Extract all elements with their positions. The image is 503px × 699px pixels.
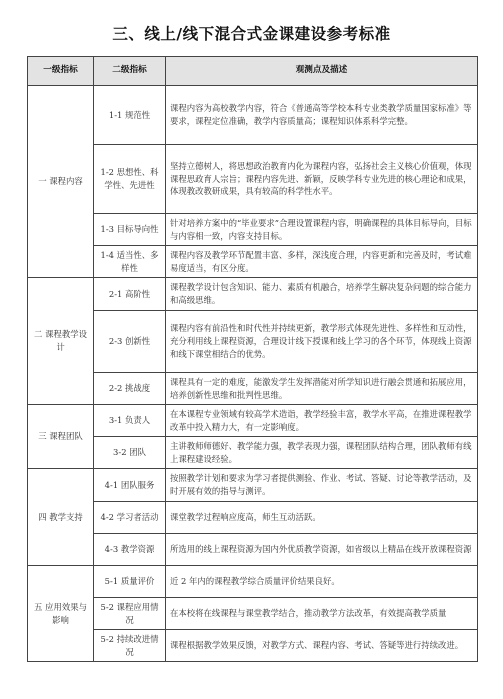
description-cell: 课程具有一定的难度，能激发学生发挥潜能对所学知识进行融会贯通和拓展应用，培养创新性思维和批判性思维。 (166, 373, 478, 405)
description-cell: 针对培养方案中的“毕业要求”合理设置课程内容，明确课程的具体目标导向，目标与内容相一致，内容支持目标。 (166, 214, 478, 246)
secondary-indicator-cell: 5-2 持续改进情况 (94, 630, 166, 662)
secondary-indicator-cell: 3-2 团队 (94, 437, 166, 469)
header-observation-description: 观测点及描述 (166, 57, 478, 86)
secondary-indicator-cell: 4-3 教学资源 (94, 534, 166, 566)
table-row (28, 311, 478, 373)
secondary-indicator-cell: 1-2 思想性、科学性、先进性 (94, 145, 166, 214)
table-row (28, 278, 478, 311)
description-cell: 课程内容有前沿性和时代性并持续更新，教学形式体现先进性、多样性和互动性，充分利用线上课程资源，合理设计线下授课和线上学习的各个环节，体现线上资源和线下课堂相结合的优势。 (166, 311, 478, 373)
secondary-indicator-cell: 3-1 负责人 (94, 405, 166, 437)
table-row (28, 86, 478, 145)
secondary-indicator-cell: 5-1 质量评价 (94, 566, 166, 598)
secondary-indicator-cell: 2-2 挑战度 (94, 373, 166, 405)
table-row (28, 534, 478, 566)
secondary-indicator-cell: 1-4 适当性、多样性 (94, 246, 166, 278)
header-primary-indicator: 一级指标 (28, 57, 94, 86)
description-cell: 坚持立德树人，将思想政治教育内化为课程内容，弘扬社会主义核心价值观，体现课程思政育人宗旨；课程内容先进、新颖，反映学科专业先进的核心理论和成果，体现教改教研成果，具有较高的科学性水平。 (166, 145, 478, 214)
secondary-indicator-cell: 1-1 规范性 (94, 86, 166, 145)
description-cell: 所选用的线上课程资源为国内外优质教学资源，如省级以上精品在线开放课程资源 (166, 534, 478, 566)
secondary-indicator-cell: 2-3 创新性 (94, 311, 166, 373)
primary-indicator-cell: 一 课程内容 (28, 86, 94, 278)
table-row (28, 405, 478, 437)
table-row (28, 566, 478, 598)
header-secondary-indicator: 二级指标 (94, 57, 166, 86)
table-row (28, 437, 478, 469)
table-header-row (28, 57, 478, 86)
standards-table (27, 56, 478, 662)
secondary-indicator-cell: 5-2 课程应用情况 (94, 598, 166, 630)
description-cell: 课程根据教学效果反馈，对教学方式、课程内容、考试、答疑等进行持续改进。 (166, 630, 478, 662)
description-cell: 课程内容为高校教学内容，符合《普通高等学校本科专业类教学质量国家标准》等要求，课程定位准确，教学内容质量高；课程知识体系科学完整。 (166, 86, 478, 145)
description-cell: 近 2 年内的课程教学综合质量评价结果良好。 (166, 566, 478, 598)
table-row (28, 246, 478, 278)
table-row (28, 145, 478, 214)
secondary-indicator-cell: 2-1 高阶性 (94, 278, 166, 311)
description-cell: 在本课程专业领域有较高学术造诣，教学经验丰富，教学水平高，在推进课程教学改革中投入精力大，有一定影响度。 (166, 405, 478, 437)
secondary-indicator-cell: 4-1 团队服务 (94, 469, 166, 502)
primary-indicator-cell: 三 课程团队 (28, 405, 94, 469)
table-row (28, 502, 478, 534)
table-row (28, 469, 478, 502)
description-cell: 主讲教师师德好、教学能力强，教学表现力强，课程团队结构合理，团队教师有线上课程建设经验。 (166, 437, 478, 469)
table-row (28, 373, 478, 405)
page-title: 三、线上/线下混合式金课建设参考标准 (112, 25, 391, 43)
description-cell: 课堂教学过程响应度高，师生互动活跃。 (166, 502, 478, 534)
description-cell: 课程内容及教学环节配置丰富、多样，深浅度合理，内容更新和完善及时，考试难易度适当，有区分度。 (166, 246, 478, 278)
table-row (28, 214, 478, 246)
secondary-indicator-cell: 4-2 学习者活动 (94, 502, 166, 534)
table-row (28, 630, 478, 662)
description-cell: 按照教学计划和要求为学习者提供测验、作业、考试、答疑、讨论等教学活动，及时开展有效的指导与测评。 (166, 469, 478, 502)
description-cell: 课程教学设计包含知识、能力、素质有机融合，培养学生解决复杂问题的综合能力和高级思维。 (166, 278, 478, 311)
description-cell: 在本校将在线课程与课堂教学结合，推动教学方法改革，有效提高教学质量 (166, 598, 478, 630)
secondary-indicator-cell: 1-3 目标导向性 (94, 214, 166, 246)
primary-indicator-cell: 四 教学支持 (28, 469, 94, 566)
primary-indicator-cell: 五 应用效果与影响 (28, 566, 94, 662)
primary-indicator-cell: 二 课程教学设计 (28, 278, 94, 405)
table-row (28, 598, 478, 630)
